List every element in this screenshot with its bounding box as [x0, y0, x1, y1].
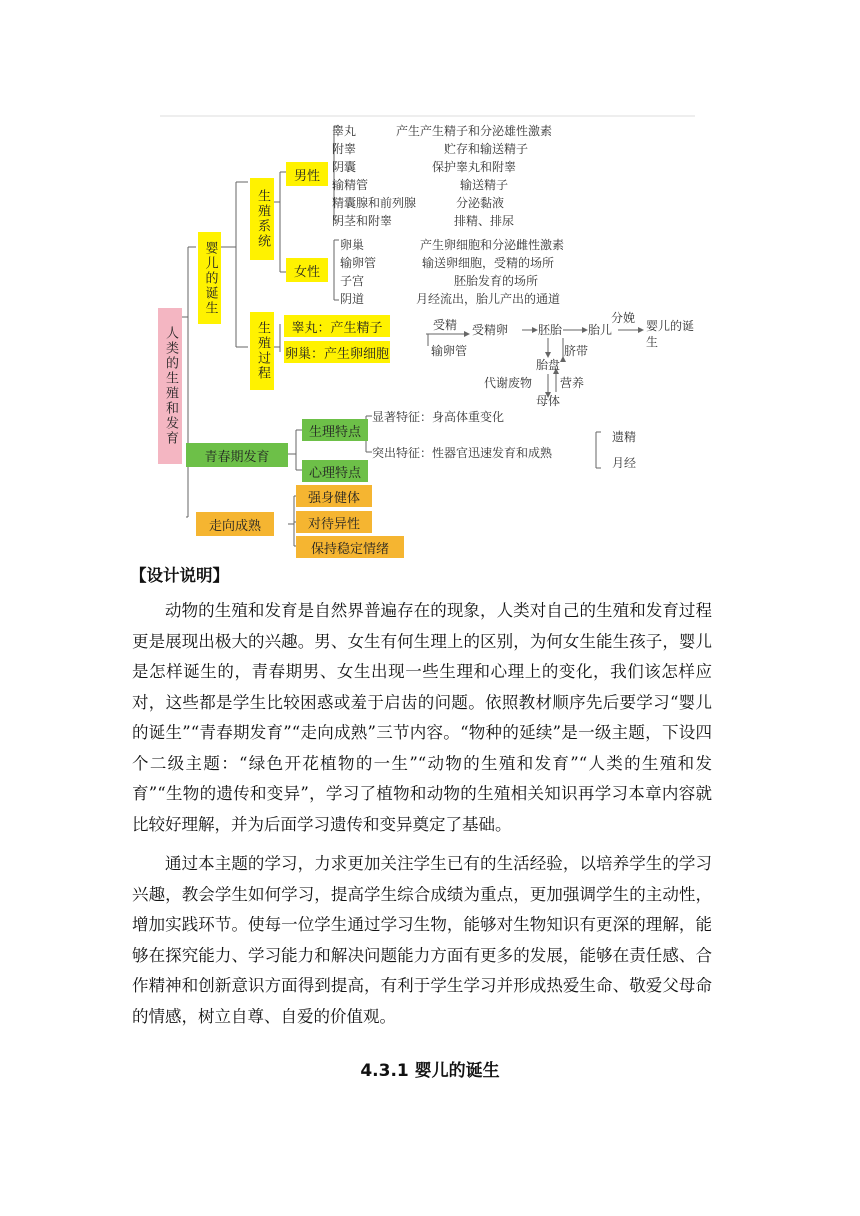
ovary-label: 卵巢：产生卵细胞 — [284, 346, 389, 362]
female-label: 女性 — [293, 264, 320, 280]
paragraph-1: 动物的生殖和发育是自然界普遍存在的现象，人类对自己的生殖和发育过程更是展现出极大的兴趣。男、女生有何生理上的区别，为何女生能生孩子，婴儿是怎样诞生的，青春期男、女生出现一些生理和心理上的变化，我们该怎样应对，这些都是学生比较困惑或羞于启齿的问题。依照教材顺序先后要学习“婴儿的诞生”“青春期发育”“走向成熟”三节内容。“物种的延续”是一级主题，下设四个二级主题：“绿色开花植物的一生”“动物的生殖和发育”“人类的生殖和发育”“生物的遗传和变异”，学习了植物和动物的生殖相关知识再学习本章内容就比较好理解，并为后面学习遗传和变异奠定了基础。 — [132, 601, 712, 834]
maturity-item-3 — [296, 536, 404, 558]
female-func-4: 月经流出，胎儿产出的通道 — [416, 292, 561, 306]
testis-box — [284, 315, 390, 337]
physio-node — [302, 419, 368, 441]
prominent-label: 突出特征：性器官迅速发育和成熟 — [372, 446, 553, 460]
placenta-label: 胎盘 — [536, 358, 561, 372]
menses-label: 月经 — [612, 456, 637, 470]
delivery-label: 分娩 — [611, 311, 636, 325]
male-func-2: 贮存和输送精子 — [444, 142, 529, 156]
concept-map — [150, 112, 710, 562]
male-label: 男性 — [293, 168, 320, 184]
baby-birth-label: 婴儿的诞生 — [646, 319, 695, 349]
repro-system-node — [250, 178, 274, 260]
umbilical-label: 脐带 — [564, 344, 589, 358]
male-func-4: 输送精子 — [460, 178, 509, 192]
maturity-item-label: 强身健体 — [307, 490, 360, 506]
female-func-1: 产生卵细胞和分泌雌性激素 — [420, 238, 565, 252]
root-node — [158, 308, 182, 464]
connector-lines — [150, 112, 710, 562]
fetus-label: 胎儿 — [588, 323, 613, 337]
psycho-node — [302, 460, 368, 482]
male-func-5: 分泌黏液 — [456, 196, 505, 210]
embryo-label: 胚胎 — [538, 323, 563, 337]
zygote-label: 受精卵 — [472, 323, 509, 337]
puberty-node — [186, 443, 288, 467]
male-organ-1: 睾丸 — [332, 124, 357, 138]
maturity-item-2 — [296, 511, 372, 533]
maturity-node — [196, 512, 274, 536]
male-func-1: 产生产生精子和分泌雄性激素 — [396, 124, 553, 138]
repro-process-node — [250, 312, 274, 390]
notable-label: 显著特征：身高体重变化 — [372, 410, 505, 424]
puberty-label: 青春期发育 — [204, 449, 270, 465]
male-node — [286, 162, 328, 186]
testis-label: 睾丸：产生精子 — [291, 320, 383, 336]
male-func-3: 保护睾丸和附睾 — [432, 160, 517, 174]
birth-label: 婴儿的诞生 — [202, 240, 218, 316]
repro-system-label: 生殖系统 — [255, 189, 270, 249]
female-organ-3: 子宫 — [340, 274, 365, 288]
maturity-label: 走向成熟 — [208, 518, 261, 534]
design-body — [132, 596, 712, 1032]
fertilize-label: 受精 — [433, 318, 458, 332]
mother-label: 母体 — [536, 394, 561, 408]
maturity-item-label: 保持稳定情绪 — [310, 541, 389, 557]
root-label: 人类的生殖和发育 — [163, 326, 178, 446]
female-func-2: 输送卵细胞，受精的场所 — [422, 256, 555, 270]
emission-label: 遗精 — [612, 430, 637, 444]
female-organ-2: 输卵管 — [340, 256, 377, 270]
female-organ-1: 卵巢 — [340, 238, 365, 252]
oviduct-label: 输卵管 — [431, 344, 468, 358]
physio-label: 生理特点 — [308, 424, 361, 440]
female-node — [286, 258, 328, 282]
nutrition-label: 营养 — [560, 376, 585, 390]
ovary-box — [284, 341, 390, 363]
maturity-item-1 — [296, 485, 372, 507]
female-func-3: 胚胎发育的场所 — [454, 274, 539, 288]
repro-process-label: 生殖过程 — [255, 321, 270, 381]
male-organ-2: 附睾 — [332, 142, 357, 156]
female-organ-4: 阴道 — [340, 292, 365, 306]
birth-node — [198, 232, 221, 324]
male-organ-5: 精囊腺和前列腺 — [332, 196, 417, 210]
maturity-item-label: 对待异性 — [307, 516, 360, 532]
section-title: 4.3.1 婴儿的诞生 — [360, 1061, 500, 1081]
male-organ-4: 输精管 — [332, 178, 369, 192]
paragraph-2: 通过本主题的学习，力求更加关注学生已有的生活经验，以培养学生的学习兴趣，教会学生如何学习，提高学生综合成绩为重点，更加强调学生的主动性，增加实践环节。使每一位学生通过学习生物，能够对生物知识有更深的理解，能够在探究能力、学习能力和解决问题能力方面有更多的发展，能够在责任感、合作精神和创新意识方面得到提高，有利于学生学习并形成热爱生命、敬爱父母命的情感，树立自尊、自爱的价值观。 — [132, 854, 712, 1026]
male-organ-6: 阴茎和附睾 — [332, 214, 393, 228]
male-func-6: 排精、排尿 — [454, 214, 515, 228]
waste-label: 代谢废物 — [484, 376, 533, 390]
psycho-label: 心理特点 — [308, 465, 361, 481]
design-heading: 【设计说明】 — [130, 566, 229, 585]
male-organ-3: 阴囊 — [332, 160, 357, 174]
